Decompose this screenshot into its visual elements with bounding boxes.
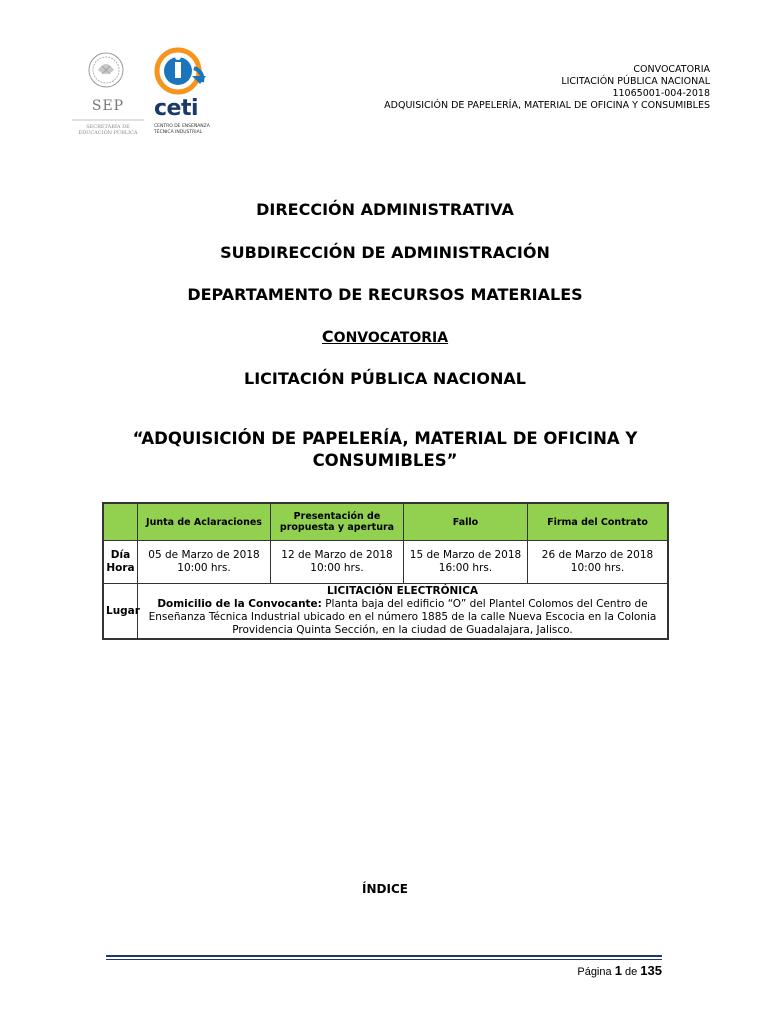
title-convocatoria [0,327,770,346]
ceti-text: ceti [154,96,199,121]
lugar-cell [138,584,668,639]
header-line-number: 11065001-004-2018 [612,88,710,99]
indice-heading: ÍNDICE [362,882,408,896]
date-text: 15 de Marzo de 2018 [409,549,522,561]
row-label-lugar: Lugar [104,584,138,639]
time-text: 16:00 hrs. [438,562,493,574]
lugar-text: Planta baja del edificio “O” del Plantel Colomos del Centro de Enseñanza Técnica Industrial ubicado en el número 1885 de la calle Nueva Escocia en la Colonia Providencia Quinta Sección, en la ciudad de Guadalajara, Jalisco. [148,598,657,636]
header-line-licitacion: LICITACIÓN PÚBLICA NACIONAL [561,76,710,87]
page-total: 135 [640,963,662,978]
table-row-lugar [104,584,668,639]
sep-logo [72,48,144,140]
table-header-fallo: Fallo [404,504,528,541]
date-text: 12 de Marzo de 2018 [281,549,393,561]
row-label-dia-hora: Día Hora [104,541,138,584]
page-prefix: Página [577,966,612,978]
title-licitacion: LICITACIÓN PÚBLICA NACIONAL [244,369,526,388]
time-text: 10:00 hrs. [177,562,231,574]
date-cell-junta [138,541,271,584]
header-line-adquisicion: ADQUISICIÓN DE PAPELERÍA, MATERIAL DE OFICINA Y CONSUMIBLES [384,100,710,111]
sep-text: SEP [91,98,125,114]
header-line-convocatoria: CONVOCATORIA [633,64,710,75]
schedule-table [103,503,668,639]
ceti-subtext: CENTRO DE ENSEÑANZA TÉCNICA INDUSTRIAL [154,124,210,135]
lugar-title: LICITACIÓN ELECTRÓNICA [326,585,479,597]
ceti-logo [150,46,220,140]
table-header-row [104,504,668,541]
date-cell-fallo [404,541,528,584]
lugar-label: Domicilio de la Convocante: [157,598,322,610]
date-text: 26 de Marzo de 2018 [541,549,654,561]
sep-subtext: SECRETARÍA DE EDUCACIÓN PÚBLICA [78,124,138,136]
table-header-firma: Firma del Contrato [528,504,668,541]
page-number [577,963,662,978]
page-mid: de [624,966,638,978]
convocatoria-rest: ONVOCATORIA [333,330,449,346]
date-cell-presentacion [271,541,404,584]
title-direccion: DIRECCIÓN ADMINISTRATIVA [256,200,514,219]
convocatoria-initial: C [321,327,334,346]
header-info [384,64,710,112]
time-text: 10:00 hrs. [570,562,625,574]
title-adquisicion: “ADQUISICIÓN DE PAPELERÍA, MATERIAL DE OFICINA Y CONSUMIBLES” [132,429,638,470]
date-text: 05 de Marzo de 2018 [148,549,260,561]
ceti-emblem-icon [150,46,220,102]
title-departamento: DEPARTAMENTO DE RECURSOS MATERIALES [187,285,583,304]
lugar-address [144,598,661,637]
footer-rule-thick [106,955,662,957]
footer-rule-thin [106,959,662,960]
title-subdireccion: SUBDIRECCIÓN DE ADMINISTRACIÓN [220,243,550,262]
table-header-junta: Junta de Aclaraciones [138,504,271,541]
table-header-presentacion: Presentación de propuesta y apertura [271,504,404,541]
time-text: 10:00 hrs. [310,562,364,574]
page-current: 1 [614,963,622,978]
table-row-dates [104,541,668,584]
date-cell-firma [528,541,668,584]
table-header-empty [104,504,138,541]
